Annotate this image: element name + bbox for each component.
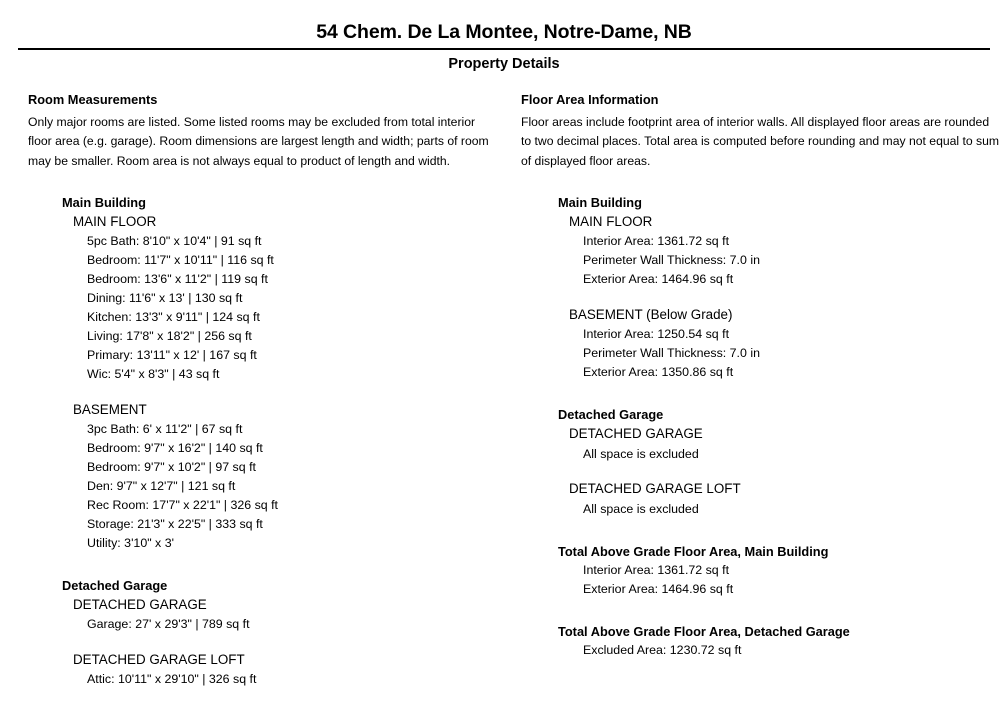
floor-area-list <box>558 193 998 660</box>
floor-section-title: DETACHED GARAGE LOFT <box>73 652 245 668</box>
detail-line: Dining: 11'6" x 13' | 130 sq ft <box>87 291 243 306</box>
building-group <box>62 193 502 553</box>
building-group-title: Main Building <box>558 195 642 210</box>
title-divider <box>18 48 990 50</box>
floor-section-title: DETACHED GARAGE LOFT <box>569 481 741 497</box>
detail-line: Bedroom: 11'7" x 10'11" | 116 sq ft <box>87 253 274 268</box>
section-spacer <box>62 553 502 576</box>
detail-line: Den: 9'7" x 12'7" | 121 sq ft <box>87 479 236 494</box>
detail-line: Primary: 13'11" x 12' | 167 sq ft <box>87 348 257 363</box>
detail-line: Excluded Area: 1230.72 sq ft <box>583 642 742 657</box>
subsection-spacer <box>62 384 502 400</box>
floor-section-title: DETACHED GARAGE <box>569 426 703 442</box>
floor-section-title: BASEMENT (Below Grade) <box>569 307 733 323</box>
detail-line: All space is excluded <box>583 446 699 461</box>
detail-line: 3pc Bath: 6' x 11'2" | 67 sq ft <box>87 422 243 437</box>
building-group <box>558 405 998 518</box>
subsection-spacer <box>558 289 998 305</box>
floor-area-information-intro <box>521 92 1001 171</box>
subsection-spacer <box>62 634 502 650</box>
detail-line: All space is excluded <box>583 501 699 516</box>
detail-line: Bedroom: 9'7" x 10'2" | 97 sq ft <box>87 460 256 475</box>
room-measurements-intro <box>28 92 498 171</box>
building-group-title: Total Above Grade Floor Area, Detached Garage <box>558 623 850 639</box>
detail-line: Exterior Area: 1464.96 sq ft <box>583 272 734 287</box>
building-group-title: Detached Garage <box>62 577 168 593</box>
detail-line: Exterior Area: 1464.96 sq ft <box>583 581 734 596</box>
detail-line: Utility: 3'10" x 3' <box>87 535 174 550</box>
building-group-title: Detached Garage <box>558 407 664 423</box>
section-spacer <box>558 382 998 405</box>
building-group <box>62 576 502 689</box>
section-spacer <box>558 599 998 622</box>
detail-line: Rec Room: 17'7" x 22'1" | 326 sq ft <box>87 498 279 513</box>
floor-section-title: MAIN FLOOR <box>73 214 157 230</box>
room-measurements-heading: Room Measurements <box>28 92 158 107</box>
detail-line: Interior Area: 1361.72 sq ft <box>583 562 730 577</box>
detail-line: Garage: 27' x 29'3" | 789 sq ft <box>87 617 250 632</box>
subsection-spacer <box>558 463 998 479</box>
section-spacer <box>558 519 998 542</box>
floor-area-information-heading: Floor Area Information <box>521 92 659 107</box>
detail-line: Bedroom: 9'7" x 16'2" | 140 sq ft <box>87 441 263 456</box>
detail-line: Wic: 5'4" x 8'3" | 43 sq ft <box>87 367 220 382</box>
building-group-title: Total Above Grade Floor Area, Main Building <box>558 543 829 559</box>
building-group-title: Main Building <box>62 195 146 210</box>
detail-line: Kitchen: 13'3" x 9'11" | 124 sq ft <box>87 310 260 325</box>
room-measurements-description: Only major rooms are listed. Some listed rooms may be excluded from total interior floor area (e.g. garage). Room dimensions are largest length and width; parts of room may be smaller. Room area is not always equal to product of length and width. <box>28 114 489 168</box>
detail-line: Interior Area: 1250.54 sq ft <box>583 327 730 342</box>
floor-section-title: DETACHED GARAGE <box>73 597 207 613</box>
floor-section-title: BASEMENT <box>73 402 147 418</box>
room-measurements-list <box>62 193 502 689</box>
page-title: 54 Chem. De La Montee, Notre-Dame, NB <box>316 21 692 43</box>
page-subtitle: Property Details <box>448 56 560 73</box>
floor-area-information-description: Floor areas include footprint area of interior walls. All displayed floor areas are rounded to two decimal places. Total area is computed before rounding and may not equal to sum of displayed floor areas. <box>521 114 1000 168</box>
floor-section-title: MAIN FLOOR <box>569 214 653 230</box>
detail-line: Bedroom: 13'6" x 11'2" | 119 sq ft <box>87 272 268 287</box>
detail-line: Perimeter Wall Thickness: 7.0 in <box>583 253 760 268</box>
building-group <box>558 193 998 382</box>
detail-line: Interior Area: 1361.72 sq ft <box>583 234 730 249</box>
detail-line: Living: 17'8" x 18'2" | 256 sq ft <box>87 329 252 344</box>
detail-line: 5pc Bath: 8'10" x 10'4" | 91 sq ft <box>87 234 262 249</box>
detail-line: Perimeter Wall Thickness: 7.0 in <box>583 346 760 361</box>
detail-line: Storage: 21'3" x 22'5" | 333 sq ft <box>87 517 263 531</box>
detail-line: Attic: 10'11" x 29'10" | 326 sq ft <box>87 672 257 687</box>
building-group <box>558 542 998 599</box>
building-group <box>558 622 998 660</box>
detail-line: Exterior Area: 1350.86 sq ft <box>583 365 734 380</box>
